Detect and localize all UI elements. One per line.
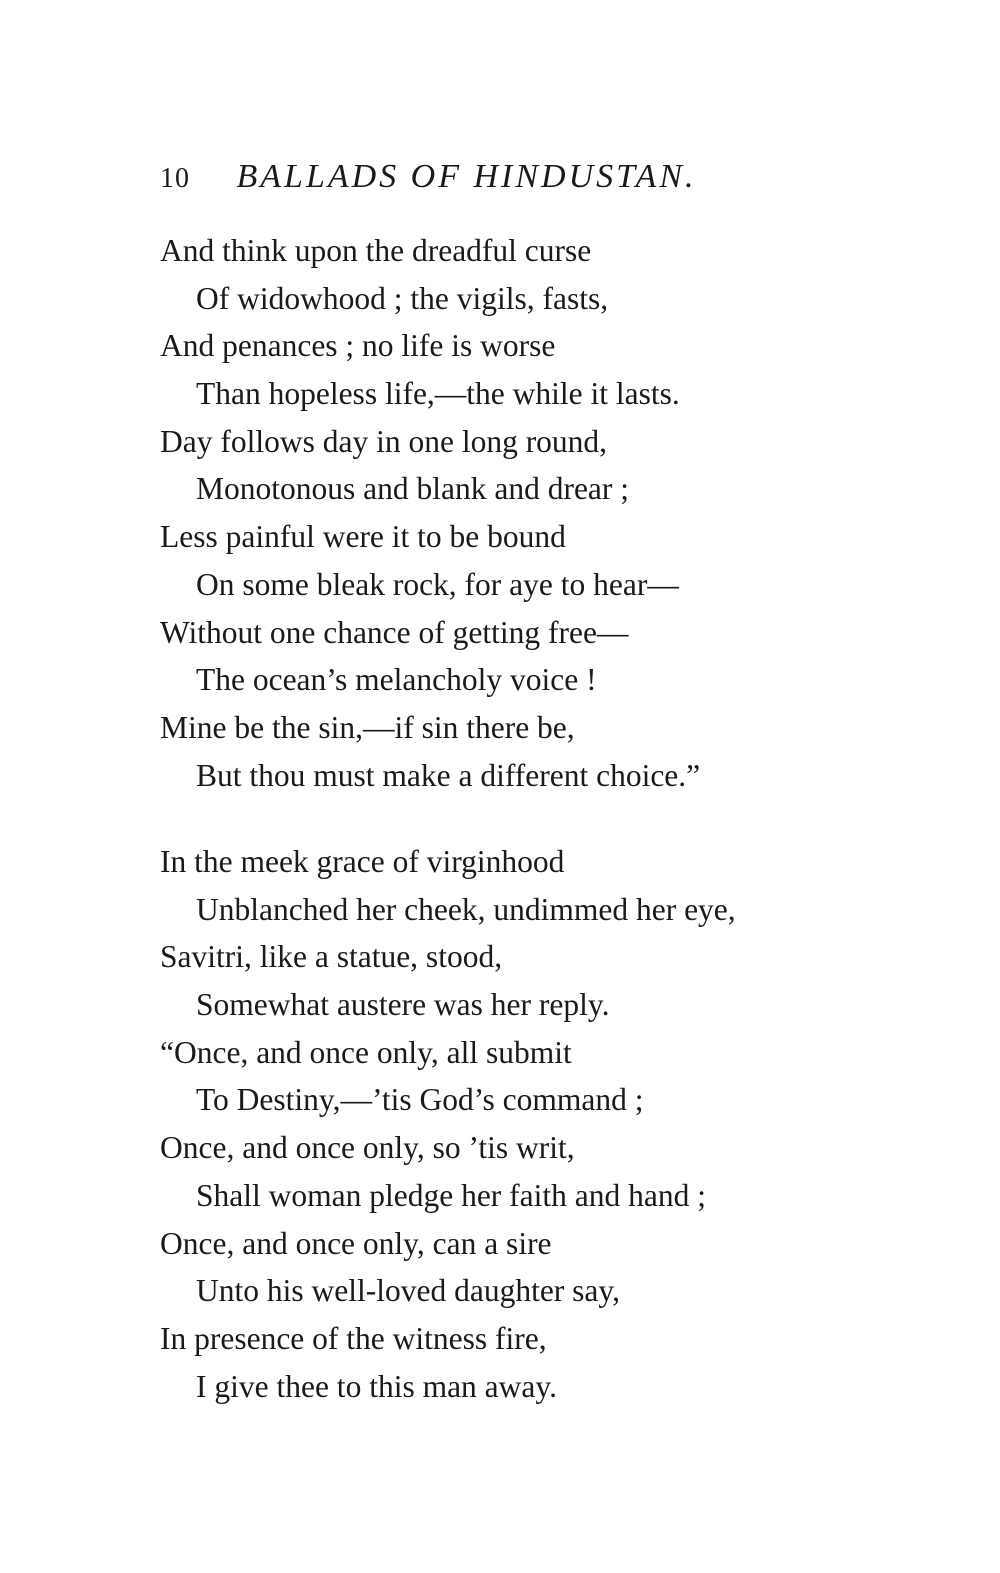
poem-line: In presence of the witness fire, bbox=[160, 1320, 547, 1356]
page-header bbox=[160, 152, 860, 202]
poem-line: Somewhat austere was her reply. bbox=[196, 987, 610, 1023]
poem-line: Less painful were it to be bound bbox=[160, 519, 566, 555]
poem-line: I give thee to this man away. bbox=[196, 1368, 557, 1404]
poem-line: The ocean’s melancholy voice ! bbox=[196, 662, 597, 698]
poem-line: Savitri, like a statue, stood, bbox=[160, 939, 503, 975]
poem-line: But thou must make a different choice.” bbox=[196, 757, 701, 793]
page-number: 10 bbox=[160, 163, 190, 194]
poem-line: Of widowhood ; the vigils, fasts, bbox=[196, 280, 609, 316]
running-title: BALLADS OF HINDUSTAN. bbox=[236, 158, 697, 195]
poem-line: On some bleak rock, for aye to hear— bbox=[196, 566, 679, 602]
poem-line: Once, and once only, so ’tis writ, bbox=[160, 1130, 575, 1166]
poem-stanza-2 bbox=[160, 838, 880, 1410]
poem-line: Without one chance of getting free— bbox=[160, 614, 629, 650]
poem-line: Than hopeless life,—the while it lasts. bbox=[196, 376, 680, 412]
poem-line: Day follows day in one long round, bbox=[160, 423, 608, 459]
poem-line: Shall woman pledge her faith and hand ; bbox=[196, 1177, 706, 1213]
poem-line: To Destiny,—’tis God’s command ; bbox=[196, 1082, 644, 1118]
poem-line: Monotonous and blank and drear ; bbox=[196, 471, 630, 507]
poem-line: And think upon the dreadful curse bbox=[160, 233, 592, 268]
poem-line: Unto his well-loved daughter say, bbox=[196, 1273, 620, 1309]
poem-stanza-1 bbox=[160, 227, 880, 799]
poem-line: “Once, and once only, all submit bbox=[160, 1034, 572, 1070]
poem-line: In the meek grace of virginhood bbox=[160, 844, 565, 879]
poem-line: Once, and once only, can a sire bbox=[160, 1225, 552, 1261]
poem-line: Mine be the sin,—if sin there be, bbox=[160, 709, 575, 745]
poem-line: And penances ; no life is worse bbox=[160, 328, 556, 364]
poem-line: Unblanched her cheek, undimmed her eye, bbox=[196, 891, 736, 927]
